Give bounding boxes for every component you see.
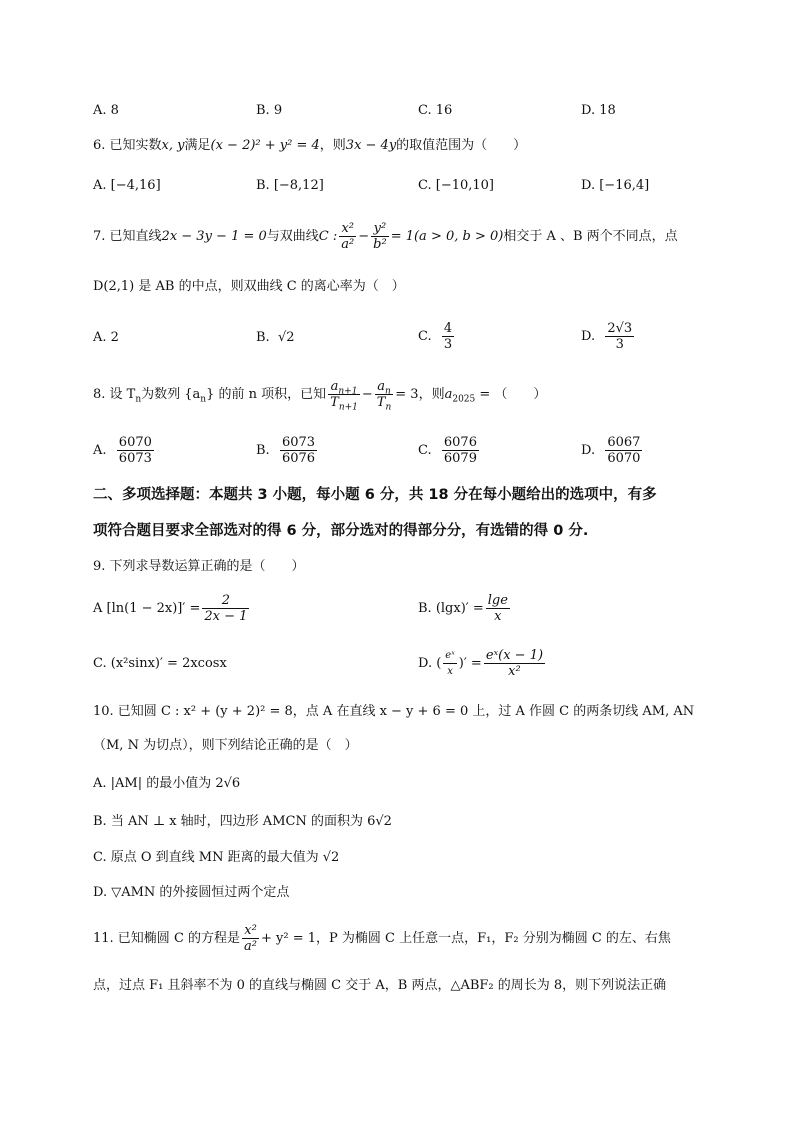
q9-option-d: D. ( $\frac{\text{eˣ}}{x}$ )′ = $\frac{\text{eˣ(x − 1)}}{\text{x²}}$ xyxy=(418,648,544,679)
section-heading-line1: 二、多项选择题：本题共 3 小题，每小题 6 分，共 18 分在每小题给出的选项中，有多 xyxy=(93,487,657,503)
q9-option-a: A [ln(1 − 2x)]′ = $\frac{2}{2x - 1}$ xyxy=(93,593,248,624)
q11-stem: 11. 已知椭圆 C 的方程是 $\frac{\text{x²}}{\text{a²}}$ + y² = 1，P 为椭圆 C 上任意一点，F₁，F₂ 分别为椭圆 C 的左、右焦 xyxy=(93,923,671,954)
q10-option-d: D. ▽AMN 的外接圆恒过两个定点 xyxy=(93,885,290,900)
q9-option-b: B. (lgx)′ = $\frac{\lg e}{x}$ xyxy=(418,593,508,624)
q7-option-a: A. 2 xyxy=(93,330,119,345)
q6-option-a: A. [−4,16] xyxy=(93,178,161,193)
q5-option-a: A. 8 xyxy=(93,103,119,118)
q9-option-c: C. (x²sinx)′ = 2xcosx xyxy=(93,656,227,671)
q8-fraction-1: $\frac{a_{n+1}}{T_{n+1}}$ xyxy=(330,379,358,413)
q7-option-c: C. $\frac{4}{3}$ xyxy=(418,321,453,352)
q8-stem: 8. 设 $T_n$为数列 $\{a_n\}$ 的前 n 项积，已知 $\frac{a_{n+1}}{T_{n+1}}$ − $\frac{a_n}{T_n}$ = 3，则$a_{2025}$ = （ ） xyxy=(93,379,547,413)
q9-stem: 9. 下列求导数运算正确的是（ ） xyxy=(93,559,305,574)
q6-option-b: B. [−8,12] xyxy=(256,178,324,193)
q5-option-c: C. 16 xyxy=(418,103,453,118)
q6-option-c: C. [−10,10] xyxy=(418,178,495,193)
q8-option-d: D. $\frac{6067}{6070}$ xyxy=(581,435,641,466)
q8-option-c: C. $\frac{6076}{6079}$ xyxy=(418,435,477,466)
q8-option-b: B. $\frac{6073}{6076}$ xyxy=(256,435,316,466)
q10-stem: 10. 已知圆 C : x² + (y + 2)² = 8，点 A 在直线 x − y + 6 = 0 上，过 A 作圆 C 的两条切线 AM, AN xyxy=(93,704,695,719)
q11-stem-line2: 点，过点 F₁ 且斜率不为 0 的直线与椭圆 C 交于 A，B 两点，△ABF₂ 的周长为 8，则下列说法正确 xyxy=(93,978,667,993)
q10-option-b: B. 当 AN ⊥ x 轴时，四边形 AMCN 的面积为 6√2 xyxy=(93,814,392,829)
q7-stem-line2: D(2,1) 是 AB 的中点，则双曲线 C 的离心率为（ ） xyxy=(93,279,405,294)
q5-option-b: B. 9 xyxy=(256,103,283,118)
q10-option-a: A. |AM| 的最小值为 2√6 xyxy=(93,776,241,791)
q8-fraction-2: $\frac{a_n}{T_n}$ xyxy=(376,379,392,413)
q8-option-a: A. $\frac{6070}{6073}$ xyxy=(93,435,152,466)
q7-fraction-x: $\frac{\text{x²}}{\text{a²}}$ xyxy=(341,221,355,252)
q10-option-c: C. 原点 O 到直线 MN 距离的最大值为 √2 xyxy=(93,850,340,865)
q10-stem-line2: （M, N 为切点），则下列结论正确的是（ ） xyxy=(93,738,358,753)
q5-option-d: D. 18 xyxy=(581,103,616,118)
q7-option-b: B. √2 xyxy=(256,330,295,345)
q7-option-d: D. $\frac{2√3}{3}$ xyxy=(581,321,633,352)
q7-fraction-y: $\frac{\text{y²}}{\text{b²}}$ xyxy=(373,221,387,252)
q6-option-d: D. [−16,4] xyxy=(581,178,650,193)
q7-stem: 7. 已知直线2x − 3y − 1 = 0与双曲线C : $\frac{\text{x²}}{\text{a²}}$ − $\frac{\text{y²}}{\text{b²}}$ = 1(a > 0, b > 0)相交于 A 、B 两个不同点，点 xyxy=(93,221,678,252)
section-heading-line2: 项符合题目要求全部选对的得 6 分，部分选对的得部分分，有选错的得 0 分. xyxy=(93,523,589,539)
q6-stem: 6. 已知实数x, y满足(x − 2)² + y² = 4，则3x − 4y的取值范围为（ ） xyxy=(93,138,527,153)
